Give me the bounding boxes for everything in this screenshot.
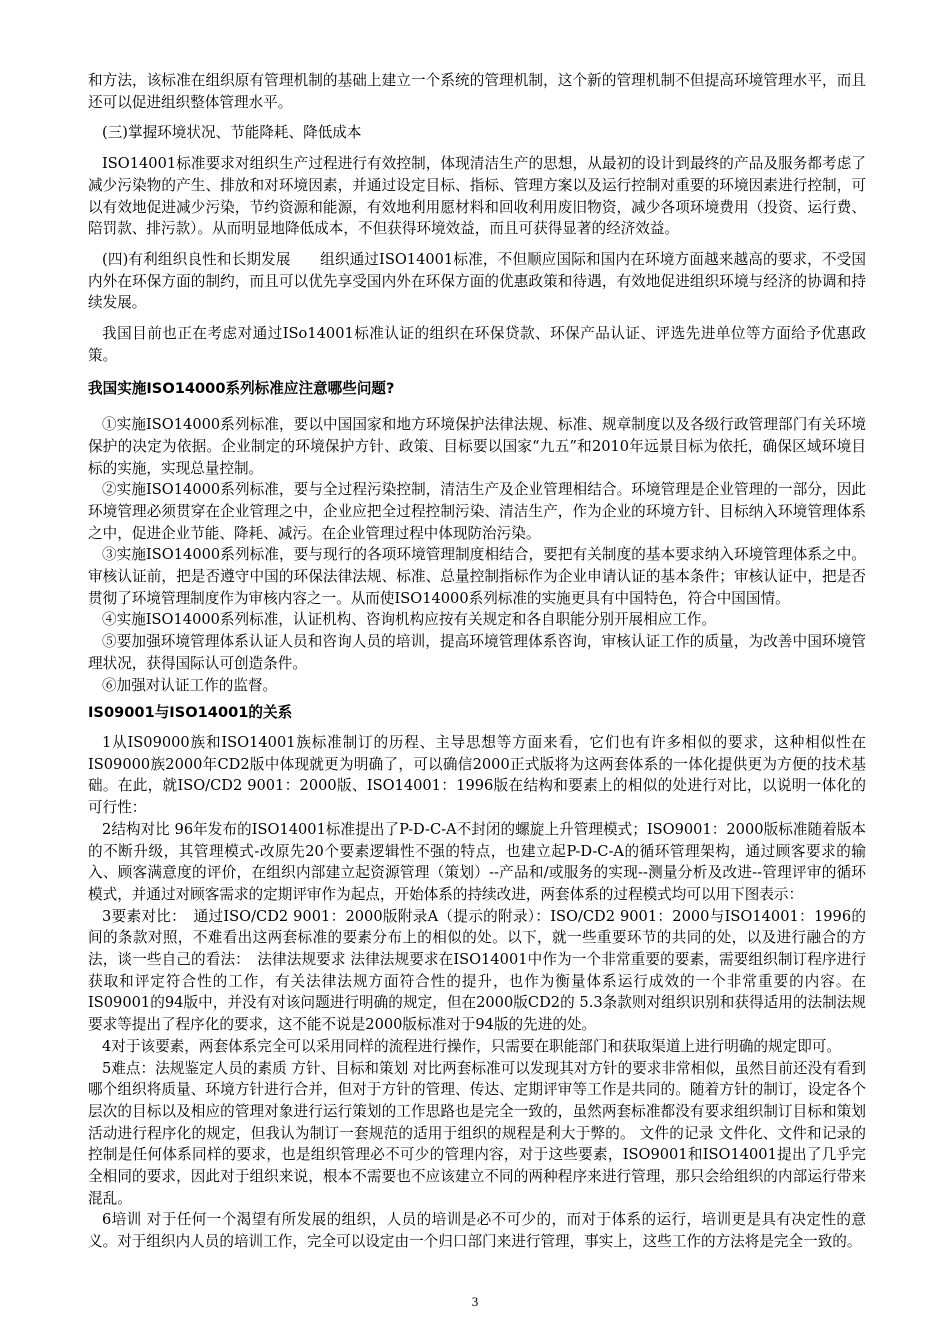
list-item: ②实施ISO14000系列标准，要与全过程污染控制，清洁生产及企业管理相结合。环境管理是企业管理的一部分，因此环境管理必须贯穿在企业管理之中，企业应把全过程控制污染、清洁生产，作为企业的环境方针、目标纳入环境管理体系之中，促进企业节能、降耗、减污。在企业管理过程中体现防治污染。 [88, 481, 866, 542]
paragraph: 和方法，该标准在组织原有管理机制的基础上建立一个系统的管理机制，这个新的管理机制不但提高环境管理水平，而且还可以促进组织整体管理水平。 [88, 72, 866, 111]
list-item: 1从IS09000族和ISO14001族标准制订的历程、主导思想等方面来看，它们也有许多相似的要求，这种相似性在IS09000族2000年CD2版中体现就更为明确了，可以确信2000正式版将为这两套体系的一体化提供更为方便的技术基础。在此，就ISO/CD2 9001：2000版、ISO14001：1996版在结构和要素上的相似的处进行对比，以说明一体化的可行性： [88, 733, 866, 817]
section-heading: 我国实施ISO14000系列标准应注意哪些问题? [88, 380, 395, 398]
list-item: ①实施ISO14000系列标准，要以中国国家和地方环境保护法律法规、标准、规章制度以及各级行政管理部门有关环境保护的决定为依据。企业制定的环境保护方针、政策、目标要以国家“九五”和2010年远景目标为依托，确保区域环境目标的实施，实现总量控制。 [88, 416, 866, 477]
list-item: 2结构对比 96年发布的ISO14001标准提出了P-D-C-A不封闭的螺旋上升管理模式；ISO9001：2000版标准随着版本的不断升级，其管理模式-改原先20个要素逻辑性不强的特点，也建立起P-D-C-A的循环管理架构，通过顾客要求的输入、顾客满意度的评价，在组织内部建立起资源管理（策划）--产品和/或服务的实现--测量分析及改进--管理评审的循环模式，并通过对顾客需求的定期评审作为起点，开始体系的持续改进，两套体系的过程模式均可以用下图表示： [88, 820, 866, 903]
section-heading: IS09001与ISO14001的关系 [88, 704, 293, 722]
list-item: 6培训 对于任何一个渴望有所发展的组织，人员的培训是必不可少的，而对于体系的运行，培训更是具有决定性的意义。对于组织内人员的培训工作，完全可以设定由一个归口部门来进行管理，事实上，这些工作的方法将是完全一致的。 [88, 1211, 866, 1251]
list-item: ⑤要加强环境管理体系认证人员和咨询人员的培训，提高环境管理体系咨询，审核认证工作的质量，为改善中国环境管理状况，获得国际认可创造条件。 [88, 633, 866, 672]
list-item: 3要素对比： 通过ISO/CD2 9001：2000版附录A（提示的附录）：ISO/CD2 9001：2000与ISO14001：1996的间的条款对照，不难看出这两套标准的要素分布上的相似的处。以下，就一些重要环节的共同的处，以及进行融合的方法，谈一些自己的看法： 法律法规要求 法律法规要求在ISO14001中作为一个非常重要的要素，需要组织制订程序进行获取和评定符合性的工作，有关法律法规方面符合性的提升，也作为衡量体系运行成效的一个非常重要的内容。在IS09001的94版中，并没有对该问题进行明确的规定，但在2000版CD2的 5.3条款则对组织识别和获得适用的法制法规要求等提出了程序化的要求，这不能不说是2000版标准对于94版的先进的处。 [88, 907, 866, 1034]
list-item: ⑥加强对认证工作的监督。 [102, 676, 278, 694]
section-1-list [88, 414, 866, 696]
list-item: 5难点：法规鉴定人员的素质 方针、目标和策划 对比两套标准可以发现其对方针的要求非常相似，虽然目前还没有看到哪个组织将质量、环境方针进行合并，但对于方针的管理、传达、定期评审等工作是共同的。随着方针的制订，设定各个层次的目标以及相应的管理对象进行运行策划的工作思路也是完全一致的，虽然两套标准都没有要求组织制订目标和策划活动进行程序化的规定，但我认为制订一套规范的适用于组织的规程是利大于弊的。 文件的记录 文件化、文件和记录的控制是任何体系同样的要求，也是组织管理必不可少的管理内容，对于这些要素，ISO9001和ISO14001提出了几乎完全相同的要求，因此对于组织来说，根本不需要也不应该建立不同的两种程序来进行管理，那只会给组织的内部运行带来混乱。 [88, 1059, 866, 1207]
section-2-list [88, 732, 866, 1253]
document-page [88, 70, 866, 1253]
paragraph: (四)有利组织良性和长期发展 组织通过ISO14001标准，不但顺应国际和国内在环境方面越来越高的要求，不受国内外在环保方面的制约，而且可以优先享受国内外在环保方面的优惠政策和待遇，有效地促进组织环境与经济的协调和持续发展。 [88, 250, 866, 312]
paragraph: ISO14001标准要求对组织生产过程进行有效控制，体现清洁生产的思想，从最初的设计到最终的产品及服务都考虑了减少污染物的产生、排放和对环境因素，并通过设定目标、指标、管理方案以及运行控制对重要的环境因素进行控制，可以有效地促进减少污染，节约资源和能源，有效地利用愿材料和回收利用废旧物资，减少各项环境费用（投资、运行费、陪罚款、排污款）。从而明显地降低成本，不但获得环境效益，而且可获得显著的经济效益。 [88, 155, 866, 238]
paragraph-subheading: (三)掌握环境状况、节能降耗、降低成本 [102, 124, 362, 142]
list-item: ④实施ISO14000系列标准，认证机构、咨询机构应按有关规定和各自职能分别开展相应工作。 [102, 611, 717, 629]
paragraph: 我国目前也正在考虑对通过ISo14001标准认证的组织在环保贷款、环保产品认证、评选先进单位等方面给予优惠政策。 [88, 325, 866, 364]
page-number: 3 [471, 1294, 479, 1309]
list-item: ③实施ISO14000系列标准，要与现行的各项环境管理制度相结合，要把有关制度的基本要求纳入环境管理体系之中。审核认证前，把是否遵守中国的环保法律法规、标准、总量控制指标作为企业申请认证的基本条件；审核认证中，把是否贯彻了环境管理制度作为审核内容之一。从而使ISO14000系列标准的实施更具有中国特色，符合中国国情。 [88, 546, 866, 607]
list-item: 4对于该要素，两套体系完全可以采用同样的流程进行操作，只需要在职能部门和获取渠道上进行明确的规定即可。 [102, 1037, 841, 1055]
